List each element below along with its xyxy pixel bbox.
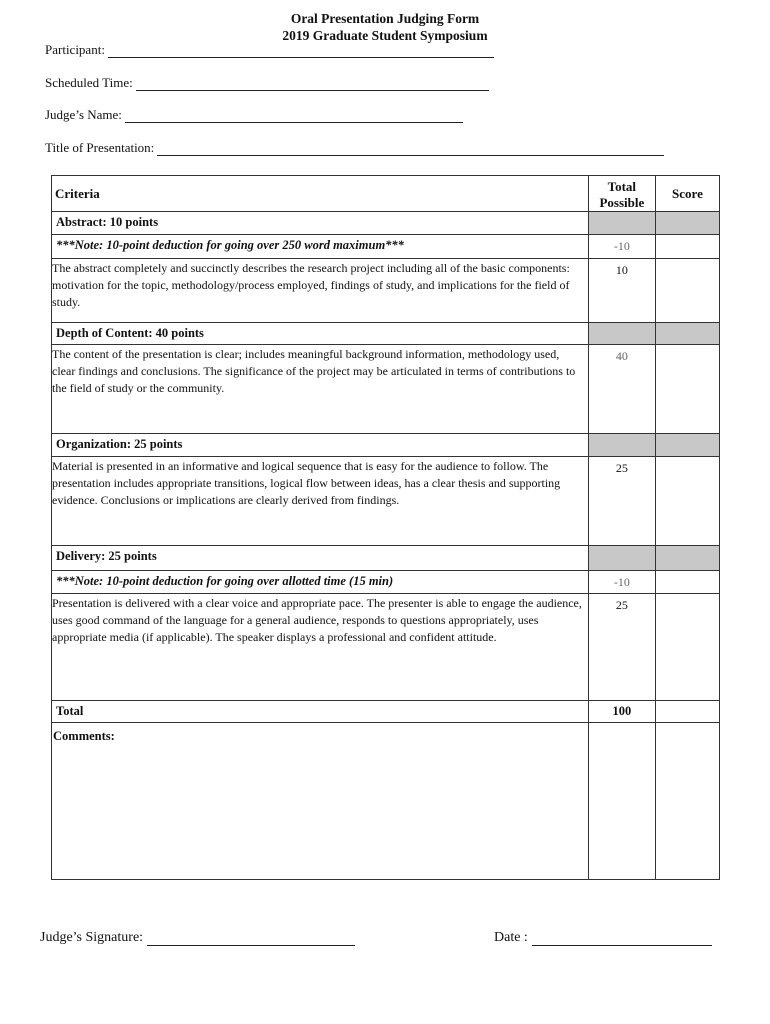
total-score-cell[interactable] <box>655 701 719 723</box>
abstract-heading: Abstract: 10 points <box>52 212 589 235</box>
judge-name-line[interactable] <box>125 108 463 123</box>
delivery-description: Presentation is delivered with a clear voice and appropriate pace. The presenter is able to engage the audience, uses good command of the language for a general audience, responds to questions appropriately, uses appropriate media (if applicable). The speaker displays a professional and confident attitude. <box>52 594 589 701</box>
delivery-note-value: -10 <box>588 571 655 594</box>
depth-value: 40 <box>588 345 655 434</box>
depth-score-cell[interactable] <box>655 345 719 434</box>
form-title: Oral Presentation Judging Form <box>290 11 480 26</box>
date-label: Date : <box>494 930 528 945</box>
abstract-description-row <box>52 259 720 323</box>
comments-label[interactable]: Comments: <box>52 723 589 880</box>
delivery-heading: Delivery: 25 points <box>52 546 589 571</box>
abstract-note-row <box>52 235 720 259</box>
organization-score-cell[interactable] <box>655 457 719 546</box>
organization-heading-total-shade <box>588 434 655 457</box>
judge-signature-field[interactable] <box>40 930 355 946</box>
judge-signature-label: Judge’s Signature: <box>40 930 144 945</box>
comments-score-cell <box>655 723 719 880</box>
total-possible-line1: Total <box>607 179 637 194</box>
abstract-note: ***Note: 10-point deduction for going over 250 word maximum*** <box>52 235 589 259</box>
abstract-note-value: -10 <box>588 235 655 259</box>
delivery-value: 25 <box>588 594 655 701</box>
depth-description-row <box>52 345 720 434</box>
delivery-note: ***Note: 10-point deduction for going over allotted time (15 min) <box>52 571 589 594</box>
delivery-score-cell[interactable] <box>655 594 719 701</box>
table-header-row <box>52 176 720 212</box>
organization-description-row <box>52 457 720 546</box>
delivery-heading-score-shade <box>655 546 719 571</box>
abstract-heading-row <box>52 212 720 235</box>
organization-heading: Organization: 25 points <box>52 434 589 457</box>
presentation-title-label: Title of Presentation: <box>45 140 155 155</box>
judging-table <box>51 175 720 880</box>
abstract-note-score-cell[interactable] <box>655 235 719 259</box>
depth-heading-score-shade <box>655 323 719 345</box>
judge-name-field[interactable] <box>45 107 463 123</box>
organization-description: Material is presented in an informative and logical sequence that is easy for the audience to follow. The presentation includes appropriate transitions, logical flow between ideas, has a clear thesis and supporting evidence. Conclusions or implications are clearly derived from findings. <box>52 457 589 546</box>
delivery-note-score-cell[interactable] <box>655 571 719 594</box>
total-possible-line2: Possible <box>599 195 645 210</box>
abstract-heading-score-shade <box>655 212 719 235</box>
total-label: Total <box>52 701 589 723</box>
score-header: Score <box>655 176 719 212</box>
participant-line[interactable] <box>108 43 494 58</box>
abstract-description: The abstract completely and succinctly describes the research project including all of the basic components: motivation for the topic, methodology/process employed, findings of study, and implications for the field of study. <box>52 259 589 323</box>
total-possible-header <box>588 176 655 212</box>
criteria-header: Criteria <box>52 176 589 212</box>
delivery-heading-total-shade <box>588 546 655 571</box>
participant-field[interactable] <box>45 42 494 58</box>
form-subtitle: 2019 Graduate Student Symposium <box>282 28 488 43</box>
organization-heading-row <box>52 434 720 457</box>
total-value: 100 <box>588 701 655 723</box>
comments-row <box>52 723 720 880</box>
abstract-heading-total-shade <box>588 212 655 235</box>
judge-signature-line[interactable] <box>147 930 355 946</box>
abstract-score-cell[interactable] <box>655 259 719 323</box>
scheduled-time-field[interactable] <box>45 75 489 91</box>
date-field[interactable] <box>494 930 712 946</box>
judge-name-label: Judge’s Name: <box>45 107 122 122</box>
depth-heading: Depth of Content: 40 points <box>52 323 589 345</box>
participant-label: Participant: <box>45 42 105 57</box>
date-line[interactable] <box>532 930 712 946</box>
depth-heading-total-shade <box>588 323 655 345</box>
delivery-heading-row <box>52 546 720 571</box>
delivery-description-row <box>52 594 720 701</box>
depth-heading-row <box>52 323 720 345</box>
total-row <box>52 701 720 723</box>
abstract-value: 10 <box>588 259 655 323</box>
scheduled-time-line[interactable] <box>136 76 489 91</box>
presentation-title-line[interactable] <box>157 141 664 156</box>
presentation-title-field[interactable] <box>45 140 664 156</box>
comments-total-cell <box>588 723 655 880</box>
organization-heading-score-shade <box>655 434 719 457</box>
depth-description: The content of the presentation is clear; includes meaningful background information, methodology used, clear findings and conclusions. The significance of the project may be articulated in terms of contributions to the field of study or the community. <box>52 345 589 434</box>
delivery-note-row <box>52 571 720 594</box>
scheduled-time-label: Scheduled Time: <box>45 75 133 90</box>
organization-value: 25 <box>588 457 655 546</box>
